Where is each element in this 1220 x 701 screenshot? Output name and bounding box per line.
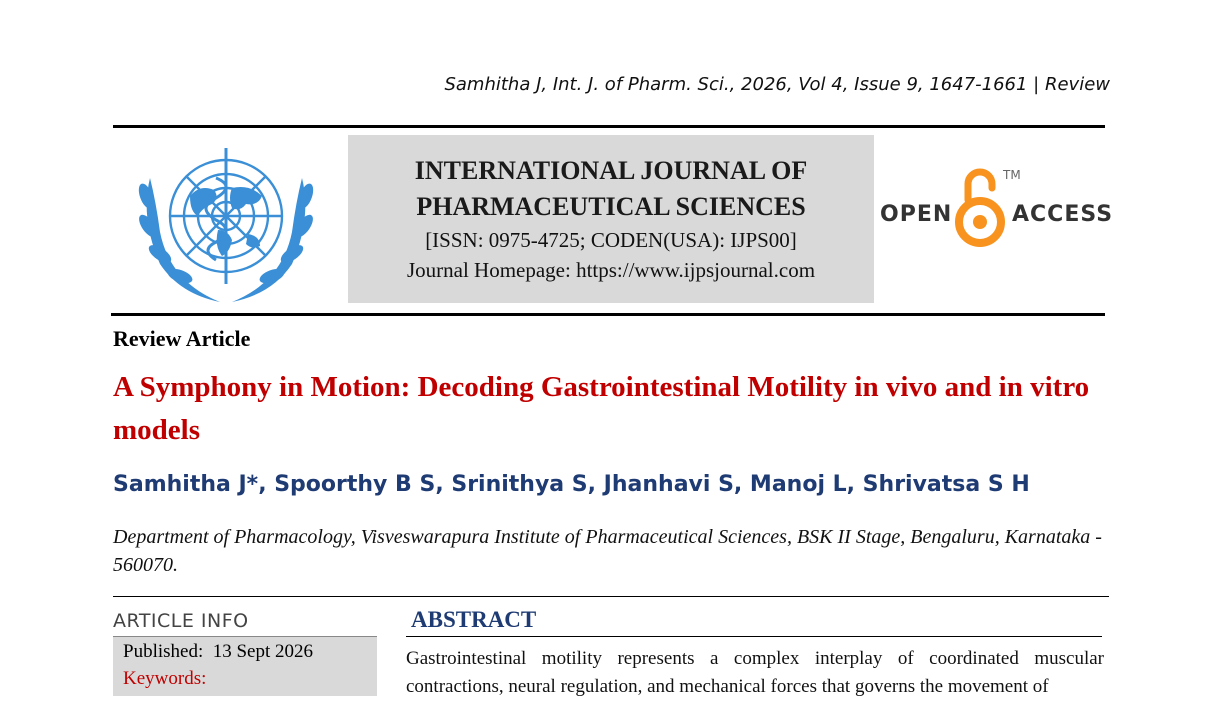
published-date: 13 Sept 2026	[212, 641, 314, 662]
author-list: Samhitha J*, Spoorthy B S, Srinithya S, Jhanhavi S, Manoj L, Shrivatsa S H	[113, 472, 1030, 497]
header-bottom-rule	[111, 313, 1105, 316]
journal-banner	[348, 135, 874, 303]
journal-homepage-link[interactable]: Journal Homepage: https://www.ijpsjournal.com	[406, 258, 816, 282]
header-top-rule	[113, 125, 1105, 128]
running-head: Samhitha J, Int. J. of Pharm. Sci., 2026, Vol 4, Issue 9, 1647-1661 | Review	[444, 74, 1110, 95]
open-access-word-open: OPEN	[880, 202, 953, 227]
open-access-word-access: ACCESS	[1012, 202, 1114, 227]
article-info-label: ARTICLE INFO	[113, 610, 249, 632]
article-info-box	[113, 636, 377, 696]
journal-title-line2: PHARMACEUTICAL SCIENCES	[416, 192, 806, 221]
journal-title	[348, 153, 874, 225]
abstract-heading: ABSTRACT	[411, 607, 537, 632]
journal-title-line1: INTERNATIONAL JOURNAL OF	[414, 156, 808, 185]
journal-issn: [ISSN: 0975-4725; CODEN(USA): IJPS00]	[425, 228, 797, 252]
abstract-text: Gastrointestinal motility represents a complex interplay of coordinated muscular contractions, neural regulation, and mechanical forces that governs the movement of	[406, 648, 1104, 697]
published-line	[123, 641, 313, 663]
open-access-logo	[880, 166, 1114, 252]
author-affiliation: Department of Pharmacology, Visveswarapura Institute of Pharmaceutical Sciences, BSK II Stage, Bengaluru, Karnataka - 560070.	[113, 526, 1102, 576]
article-type: Review Article	[113, 326, 251, 351]
section-divider	[113, 596, 1109, 597]
trademark-mark: TM	[1003, 168, 1021, 182]
article-title: A Symphony in Motion: Decoding Gastrointestinal Motility in vivo and in vitro models	[113, 371, 1090, 446]
abstract-rule	[406, 636, 1102, 637]
open-access-lock-icon	[954, 166, 1006, 250]
un-emblem-logo-icon	[128, 138, 324, 308]
published-label: Published:	[123, 641, 204, 662]
keywords-label: Keywords:	[123, 668, 207, 689]
